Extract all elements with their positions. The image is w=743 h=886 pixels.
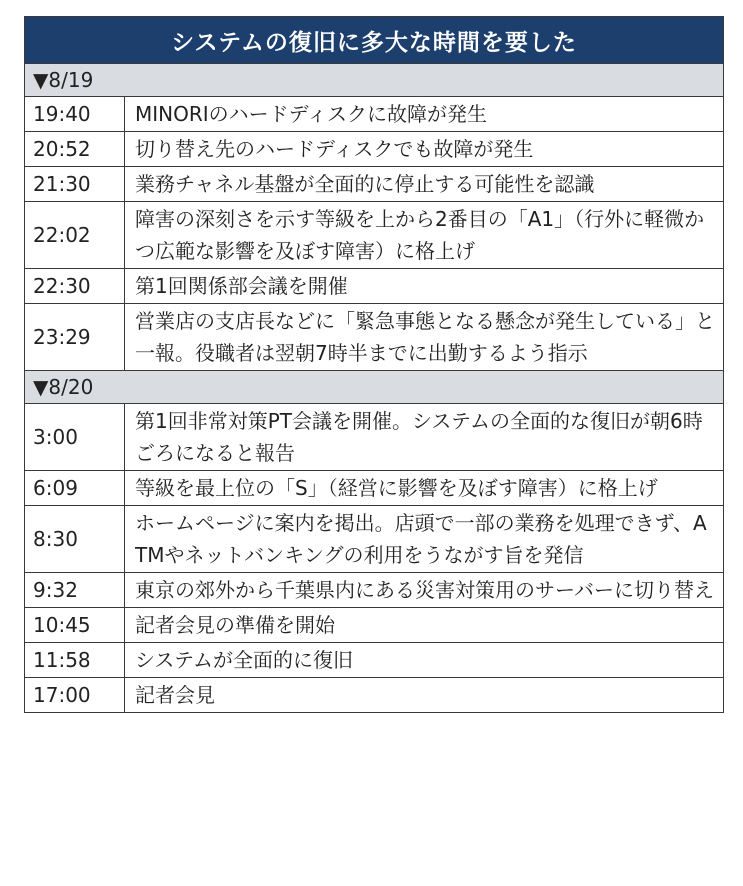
timeline-body xyxy=(25,17,724,713)
date-header: ▼8/19 xyxy=(25,64,724,97)
event-cell: 業務チャネル基盤が全面的に停止する可能性を認識 xyxy=(125,167,724,202)
table-row xyxy=(25,304,724,371)
table-row xyxy=(25,678,724,713)
table-row xyxy=(25,202,724,269)
time-cell: 3:00 xyxy=(25,404,125,471)
table-row xyxy=(25,269,724,304)
event-cell: 切り替え先のハードディスクでも故障が発生 xyxy=(125,132,724,167)
table-row xyxy=(25,404,724,471)
event-cell: システムが全面的に復旧 xyxy=(125,643,724,678)
time-cell: 20:52 xyxy=(25,132,125,167)
timeline-table xyxy=(24,16,724,713)
date-row xyxy=(25,64,724,97)
time-cell: 21:30 xyxy=(25,167,125,202)
time-cell: 22:30 xyxy=(25,269,125,304)
event-cell: MINORIのハードディスクに故障が発生 xyxy=(125,97,724,132)
title-row xyxy=(25,17,724,64)
event-cell: 営業店の支店長などに「緊急事態となる懸念が発生している」と一報。役職者は翌朝7時半までに出勤するよう指示 xyxy=(125,304,724,371)
event-cell: 東京の郊外から千葉県内にある災害対策用のサーバーに切り替え xyxy=(125,573,724,608)
time-cell: 22:02 xyxy=(25,202,125,269)
table-row xyxy=(25,471,724,506)
table-row xyxy=(25,132,724,167)
event-cell: 第1回関係部会議を開催 xyxy=(125,269,724,304)
time-cell: 8:30 xyxy=(25,506,125,573)
event-cell: 障害の深刻さを示す等級を上から2番目の「A1」（行外に軽微かつ広範な影響を及ぼす障害）に格上げ xyxy=(125,202,724,269)
table-title: システムの復旧に多大な時間を要した xyxy=(25,17,724,64)
time-cell: 6:09 xyxy=(25,471,125,506)
time-cell: 10:45 xyxy=(25,608,125,643)
table-row xyxy=(25,608,724,643)
table-row xyxy=(25,573,724,608)
table-row xyxy=(25,167,724,202)
event-cell: 第1回非常対策PT会議を開催。システムの全面的な復旧が朝6時ごろになると報告 xyxy=(125,404,724,471)
event-cell: 記者会見の準備を開始 xyxy=(125,608,724,643)
time-cell: 11:58 xyxy=(25,643,125,678)
time-cell: 23:29 xyxy=(25,304,125,371)
date-header: ▼8/20 xyxy=(25,371,724,404)
date-row xyxy=(25,371,724,404)
table-row xyxy=(25,506,724,573)
event-cell: 記者会見 xyxy=(125,678,724,713)
time-cell: 19:40 xyxy=(25,97,125,132)
event-cell: 等級を最上位の「S」（経営に影響を及ぼす障害）に格上げ xyxy=(125,471,724,506)
time-cell: 9:32 xyxy=(25,573,125,608)
event-cell: ホームページに案内を掲出。店頭で一部の業務を処理できず、ATMやネットバンキングの利用をうながす旨を発信 xyxy=(125,506,724,573)
table-row xyxy=(25,643,724,678)
time-cell: 17:00 xyxy=(25,678,125,713)
table-row xyxy=(25,97,724,132)
